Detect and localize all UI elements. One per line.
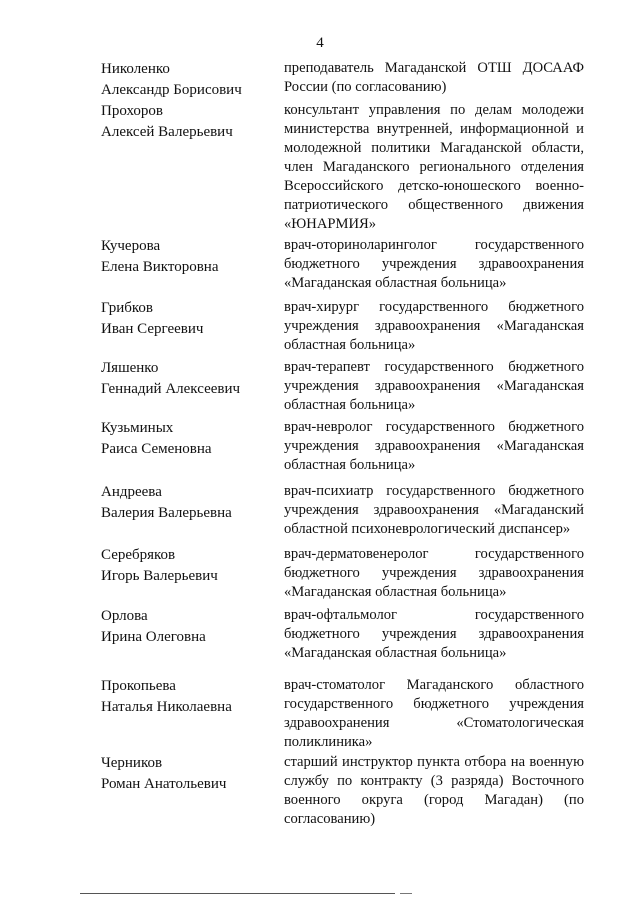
member-surname: Черников (101, 755, 163, 771)
member-given-names: Елена Викторовна (101, 259, 219, 275)
member-name (101, 59, 276, 101)
member-surname: Кучерова (101, 238, 161, 254)
member-role: преподаватель Магаданской ОТШ ДОСААФ России (по согласованию) (284, 60, 584, 95)
member-name (101, 482, 276, 524)
footer-rule (80, 893, 395, 894)
member-role: врач-хирург государственного бюджетного учреждения здравоохранения «Магаданская областная больница» (284, 299, 584, 353)
member-name (101, 236, 276, 278)
member-given-names: Ирина Олеговна (101, 629, 206, 645)
member-name (101, 676, 276, 718)
member-name (101, 101, 276, 143)
member-role: врач-оториноларинголог государственного бюджетного учреждения здравоохранения «Магаданская областная больница» (284, 237, 584, 291)
member-name (101, 358, 276, 400)
member-role: врач-стоматолог Магаданского областного государственного бюджетного учреждения здравоохранения «Стоматологическая поликлиника» (284, 677, 584, 750)
member-given-names: Алексей Валерьевич (101, 124, 233, 140)
member-surname: Серебряков (101, 547, 176, 563)
member-given-names: Раиса Семеновна (101, 441, 212, 457)
member-name (101, 606, 276, 648)
member-name (101, 545, 276, 587)
member-name (101, 418, 276, 460)
footer-rule-dash (400, 893, 412, 894)
member-surname: Кузьминых (101, 420, 174, 436)
member-role: врач-дерматовенеролог государственного бюджетного учреждения здравоохранения «Магаданская областная больница» (284, 546, 584, 600)
member-surname: Андреева (101, 484, 162, 500)
member-surname: Прокопьева (101, 678, 176, 694)
member-given-names: Александр Борисович (101, 82, 242, 98)
member-given-names: Роман Анатольевич (101, 776, 227, 792)
member-role: консультант управления по делам молодежи министерства внутренней, информационной и молодежной политики Магаданской области, член Магаданского регионального отделения Всероссийского детско-юношеского военно-патриотического общественного движения «ЮНАРМИЯ» (284, 102, 584, 232)
member-given-names: Игорь Валерьевич (101, 568, 218, 584)
member-given-names: Иван Сергеевич (101, 321, 204, 337)
member-given-names: Наталья Николаевна (101, 699, 232, 715)
member-surname: Грибков (101, 300, 153, 316)
member-role: врач-невролог государственного бюджетного учреждения здравоохранения «Магаданская областная больница» (284, 419, 584, 473)
page-number: 4 (316, 35, 324, 51)
member-role: врач-офтальмолог государственного бюджетного учреждения здравоохранения «Магаданская областная больница» (284, 607, 584, 661)
member-surname: Прохоров (101, 103, 163, 119)
member-role: старший инструктор пункта отбора на военную службу по контракту (3 разряда) Восточного военного округа (город Магадан) (по согласованию) (284, 754, 584, 827)
member-surname: Николенко (101, 61, 170, 77)
member-name (101, 753, 276, 795)
member-role: врач-психиатр государственного бюджетного учреждения здравоохранения «Магаданский областной психоневрологический диспансер» (284, 483, 584, 537)
member-role: врач-терапевт государственного бюджетного учреждения здравоохранения «Магаданская областная больница» (284, 359, 584, 413)
member-given-names: Геннадий Алексеевич (101, 381, 241, 397)
member-name (101, 298, 276, 340)
member-surname: Орлова (101, 608, 148, 624)
member-given-names: Валерия Валерьевна (101, 505, 232, 521)
member-surname: Ляшенко (101, 360, 159, 376)
